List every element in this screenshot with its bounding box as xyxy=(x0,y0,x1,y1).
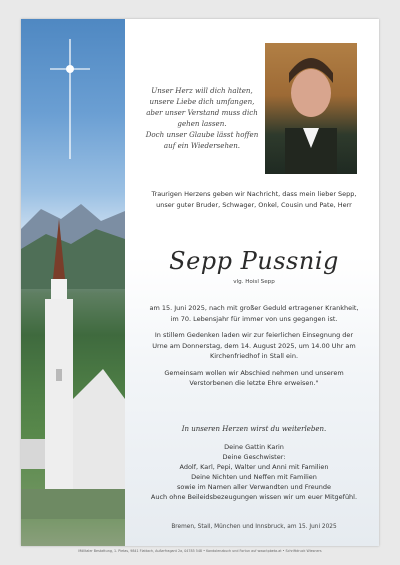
church-icon xyxy=(21,219,125,519)
intro-line: Traurigen Herzens geben wir Nachricht, dass mein lieber Sepp, xyxy=(151,190,357,198)
deceased-name: Sepp Pussnig xyxy=(169,247,339,275)
family-line: Deine Gattin Karin xyxy=(224,443,284,451)
poem-line: unsere Liebe dich umfangen, xyxy=(149,97,255,106)
thanks-text: Auch ohne Beileidsbezeugungen wissen wir um euer Mitgefühl. xyxy=(150,493,358,501)
place-date: Bremen, Stall, München und Innsbruck, am 15. Juni 2025 xyxy=(171,524,337,530)
poem-line: gehen lassen. xyxy=(177,119,227,128)
intro-line: unser guter Bruder, Schwager, Onkel, Cousin und Pate, Herr xyxy=(156,201,352,209)
obituary-card xyxy=(21,19,379,546)
poem-line: aber unser Verstand muss dich xyxy=(146,108,258,117)
notice-paragraph: Gemeinsam wollen wir Abschied nehmen und unserem Verstorbenen die letzte Ehre erweisen." xyxy=(164,368,344,387)
notice-text xyxy=(149,303,359,395)
poem-line: auf ein Wiedersehen. xyxy=(163,141,241,150)
memorial-heading: In unseren Herzen wirst du weiterleben. xyxy=(181,425,327,433)
landscape-church-photo xyxy=(21,19,125,546)
portrait-photo xyxy=(265,43,357,174)
person-icon xyxy=(265,43,357,174)
family-line: Deine Nichten und Neffen mit Familien xyxy=(191,473,317,481)
notice-paragraph: In stillem Gedenken laden wir zur feierlichen Einsegnung der Urne am Donnerstag, dem 14. August 2025, um 14.00 Uhr am Kirchenfriedhof in Stall ein. xyxy=(152,331,356,360)
intro-text xyxy=(149,189,359,211)
page-footer: Mölltaler Bestattung, 1. Pietas, 9841 Flattach, Außerfragant 2a, 04785 548 • Kondolenzbuch und Fortun auf www.tpbeta.at • Schriftdruck Wiesners xyxy=(78,549,322,553)
notice-paragraph: am 15. Juni 2025, nach mit großer Geduld ertragener Krankheit, im 70. Lebensjahr für immer von uns gegangen ist. xyxy=(149,304,359,323)
family-list xyxy=(149,442,359,492)
poem xyxy=(137,85,267,151)
poem-line: Doch unser Glaube lässt hoffen xyxy=(145,130,259,139)
family-line: sowie im Namen aller Verwandten und Freunde xyxy=(177,483,331,491)
family-line: Adolf, Karl, Pepi, Walter und Anni mit Familien xyxy=(179,463,329,471)
deceased-nickname: vlg. Hoisl Sepp xyxy=(233,279,275,285)
family-line: Deine Geschwister: xyxy=(222,453,286,461)
poem-line: Unser Herz will dich halten, xyxy=(151,86,253,95)
star-of-hope-icon xyxy=(45,39,95,159)
